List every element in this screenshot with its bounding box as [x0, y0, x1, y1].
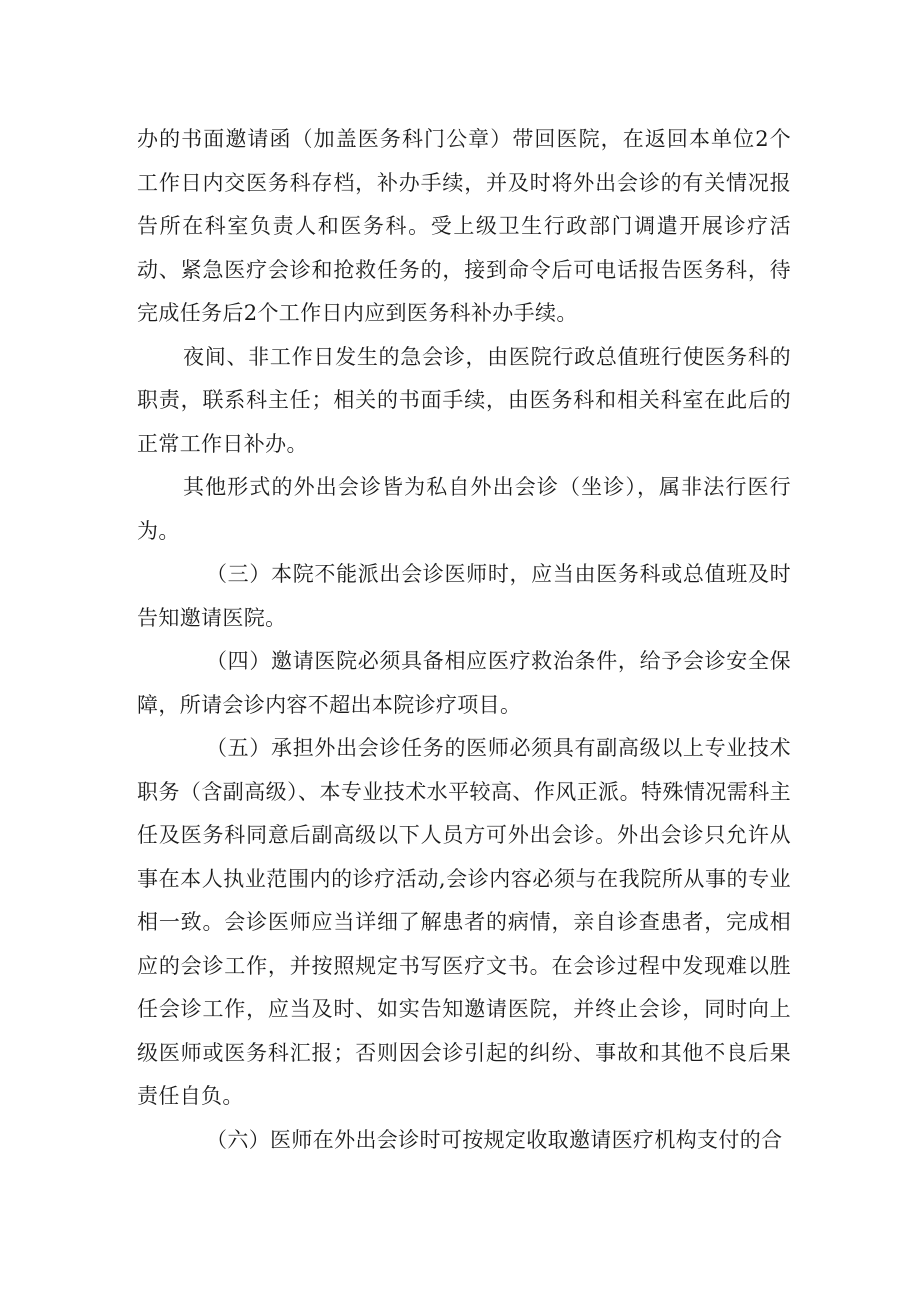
paragraph-continuation: 办的书面邀请函（加盖医务科门公章）带回医院，在返回本单位2个工作日内交医务科存档，补办手续，并及时将外出会诊的有关情况报告所在科室负责人和医务科。受上级卫生行政部门调遣开展诊疗活动、紧急医疗会诊和抢救任务的，接到命令后可电话报告医务科，待完成任务后2个工作日内应到医务科补办手续。: [137, 127, 791, 325]
paragraph-night-consultation: 夜间、非工作日发生的急会诊，由医院行政总值班行使医务科的职责，联系科主任；相关的书面手续，由医务科和相关科室在此后的正常工作日补办。: [137, 344, 791, 456]
paragraph-illegal-practice: 其他形式的外出会诊皆为私自外出会诊（坐诊），属非法行医行为。: [137, 475, 791, 543]
paragraph-item-5: （五）承担外出会诊任务的医师必须具有副高级以上专业技术职务（含副高级）、本专业技术水平较高、作风正派。特殊情况需科主任及医务科同意后副高级以下人员方可外出会诊。外出会诊只允许从事在本人执业范围内的诊疗活动,会诊内容必须与在我院所从事的专业相一致。会诊医师应当详细了解患者的病情，亲自诊查患者，完成相应的会诊工作，并按照规定书写医疗文书。在会诊过程中发现难以胜任会诊工作，应当及时、如实告知邀请医院，并终止会诊，同时向上级医师或医务科汇报；否则因会诊引起的纠纷、事故和其他不良后果责任自负。: [137, 736, 791, 1108]
document-body: [137, 118, 791, 1162]
paragraph-item-6: （六）医师在外出会诊时可按规定收取邀请医疗机构支付的合: [206, 1127, 783, 1152]
paragraph-item-3: （三）本院不能派出会诊医师时，应当由医务科或总值班及时告知邀请医院。: [137, 562, 791, 630]
paragraph-item-4: （四）邀请医院必须具备相应医疗救治条件，给予会诊安全保障，所请会诊内容不超出本院诊疗项目。: [137, 649, 791, 717]
